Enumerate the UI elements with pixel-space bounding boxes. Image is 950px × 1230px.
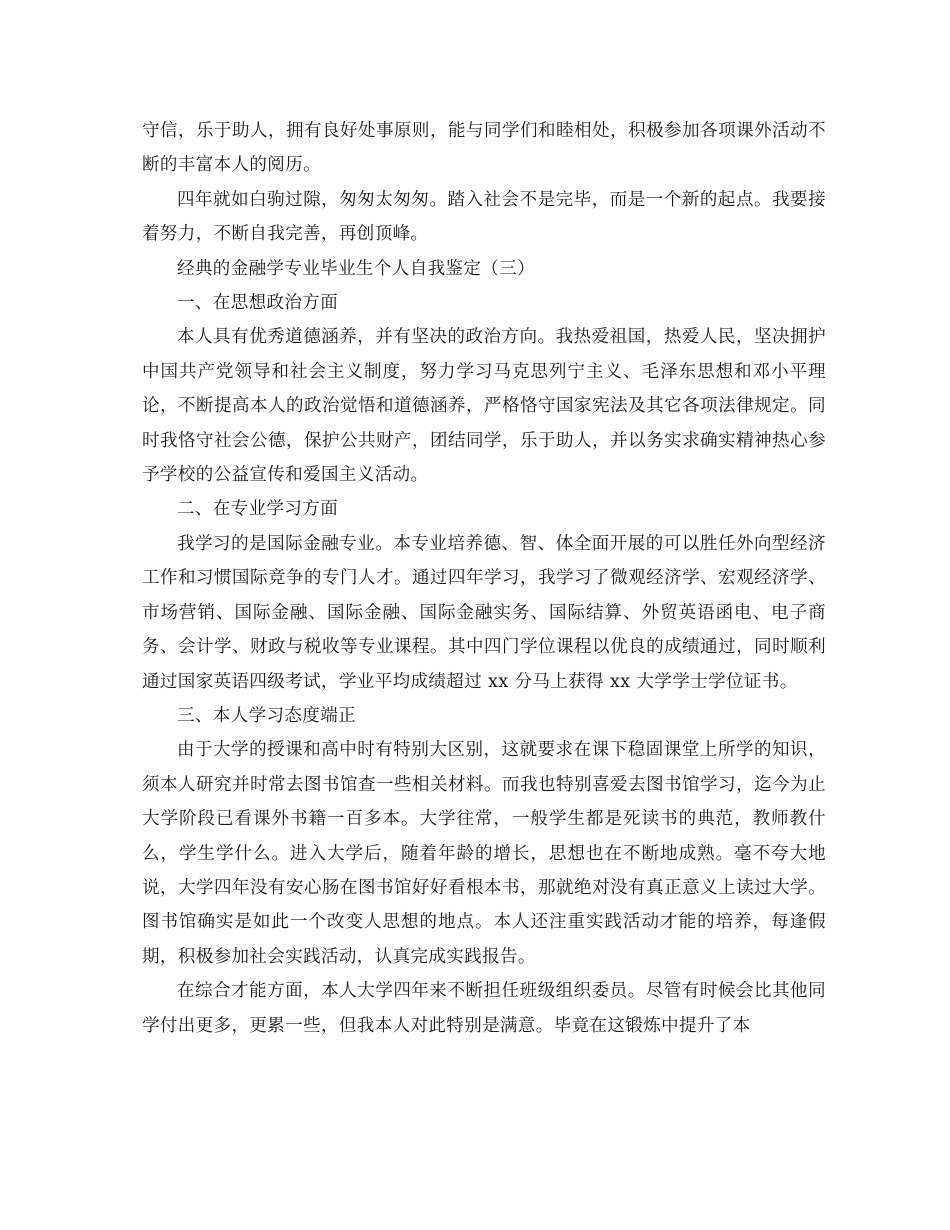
- paragraph-conclusion: 四年就如白驹过隙，匆匆太匆匆。踏入社会不是完毕，而是一个新的起点。我要接着努力，不断自我完善，再创顶峰。: [142, 189, 826, 245]
- subheading-study: 二、在专业学习方面: [177, 499, 339, 520]
- paragraph-politics: 本人具有优秀道德涵养，并有坚决的政治方向。我热爱祖国，热爱人民，坚决拥护中国共产党领导和社会主义制度，努力学习马克思列宁主义、毛泽东思想和邓小平理论，不断提高本人的政治觉悟和道德涵养，严格恪守国家宪法及其它各项法律规定。同时我恪守社会公德，保护公共财产，团结同学，乐于助人，并以务实求确实精神热心参予学校的公益宣传和爱国主义活动。: [142, 327, 826, 486]
- paragraph-continuation: 守信，乐于助人，拥有良好处事原则，能与同学们和睦相处，积极参加各项课外活动不断的丰富本人的阅历。: [142, 121, 826, 176]
- subheading-politics: 一、在思想政治方面: [177, 293, 339, 314]
- subheading-attitude: 三、本人学习态度端正: [177, 705, 356, 726]
- section-title: 经典的金融学专业毕业生个人自我鉴定（三）: [177, 258, 535, 279]
- paragraph-abilities: 在综合才能方面，本人大学四年来不断担任班级组织委员。尽管有时候会比其他同学付出更多，更累一些，但我本人对此特别是满意。毕竟在这锻炼中提升了本: [142, 981, 826, 1036]
- paragraph-study: 我学习的是国际金融专业。本专业培养德、智、体全面开展的可以胜任外向型经济工作和习惯国际竞争的专门人才。通过四年学习，我学习了微观经济学、宏观经济学、市场营销、国际金融、国际金融、国际金融实务、国际结算、外贸英语函电、电子商务、会计学、财政与税收等专业课程。其中四门学位课程以优良的成绩通过，同时顺利通过国家英语四级考试，学业平均成绩超过 xx 分马上获得 xx 大学学士学位证书。: [142, 533, 826, 692]
- paragraph-attitude: 由于大学的授课和高中时有特别大区别，这就要求在课下稳固课堂上所学的知识，须本人研究并时常去图书馆查一些相关材料。而我也特别喜爱去图书馆学习，迄今为止大学阶段已看课外书籍一百多本。大学往常，一般学生都是死读书的典范，教师教什么，学生学什么。进入大学后，随着年龄的增长，思想也在不断地成熟。毫不夸大地说，大学四年没有安心肠在图书馆好好看根本书，那就绝对没有真正意义上读过大学。图书馆确实是如此一个改变人思想的地点。本人还注重实践活动才能的培养，每逢假期，积极参加社会实践活动，认真完成实践报告。: [142, 740, 826, 967]
- document-body: [142, 114, 826, 1043]
